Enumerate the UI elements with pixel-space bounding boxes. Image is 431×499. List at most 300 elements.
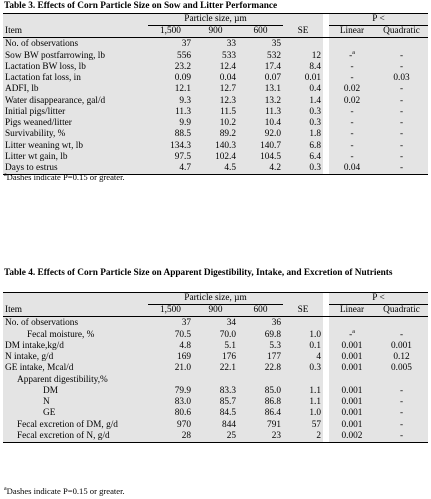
table3-quadratic-header: Quadratic — [375, 26, 428, 38]
cell-lin — [329, 107, 375, 118]
cell-value: GE — [43, 408, 56, 419]
cell-value: 0.001 — [341, 385, 363, 396]
table4-row — [3, 431, 428, 443]
table3-size-header: 1,500 — [148, 26, 193, 38]
cell-value: 532 — [267, 50, 281, 61]
cell-v2 — [193, 51, 238, 62]
table3-size-header: 600 — [238, 26, 283, 38]
cell-value: Survivability, % — [5, 129, 66, 140]
cell-value: - — [399, 419, 404, 430]
cell-v1 — [148, 397, 193, 408]
cell-se — [283, 330, 323, 341]
cell-value: 556 — [177, 50, 191, 61]
cell-lin — [329, 317, 375, 330]
cell-value: 4.8 — [179, 340, 191, 351]
cell-v1 — [148, 330, 193, 341]
cell-value: 84.5 — [219, 408, 236, 419]
row-label — [3, 431, 148, 443]
cell-quad — [375, 118, 428, 129]
cell-value: N — [43, 397, 50, 407]
cell-lin — [329, 84, 375, 95]
cell-value: 1.0 — [309, 329, 321, 340]
cell-lin — [329, 408, 375, 419]
cell-quad — [375, 341, 428, 352]
cell-value: - — [399, 397, 404, 407]
table3 — [3, 13, 428, 175]
table3-row — [3, 84, 428, 95]
cell-value: DM — [43, 385, 58, 396]
cell-value: 0.001 — [391, 340, 412, 351]
cell-value: 0.001 — [341, 340, 363, 351]
cell-value: 0.1 — [309, 340, 321, 351]
cell-quad — [375, 420, 428, 431]
cell-value: Litter weaning wt, lb — [5, 140, 83, 151]
cell-se — [283, 107, 323, 118]
cell-se — [283, 420, 323, 431]
cell-value: Fecal excretion of DM, g/d — [17, 419, 118, 430]
cell-value: GE intake, Mcal/d — [5, 363, 74, 374]
row-label — [3, 73, 148, 84]
cell-se — [283, 84, 323, 95]
cell-value: - — [350, 73, 354, 83]
cell-v3 — [238, 375, 283, 386]
row-label — [3, 397, 148, 408]
cell-v2 — [193, 363, 238, 374]
cell-value: 1.1 — [309, 397, 321, 407]
cell-se — [283, 129, 323, 140]
cell-se — [283, 141, 323, 152]
cell-value: 0.002 — [341, 430, 363, 441]
cell-value: 0.3 — [309, 363, 321, 374]
cell-v1 — [148, 152, 193, 163]
table3-body — [3, 38, 428, 175]
cell-v1 — [148, 96, 193, 107]
cell-value: 6.4 — [309, 151, 321, 162]
cell-quad — [375, 141, 428, 152]
table4-row — [3, 341, 428, 352]
row-label — [3, 141, 148, 152]
cell-quad — [375, 152, 428, 163]
cell-v1 — [148, 38, 193, 51]
row-label — [3, 118, 148, 129]
row-label — [3, 129, 148, 140]
cell-lin — [329, 51, 375, 62]
cell-lin — [329, 431, 375, 443]
cell-lin — [329, 73, 375, 84]
cell-quad — [375, 51, 428, 62]
cell-v3 — [238, 96, 283, 107]
cell-value: 0.04 — [343, 163, 361, 173]
row-label — [3, 341, 148, 352]
cell-value: 79.9 — [174, 385, 191, 396]
cell-se — [283, 386, 323, 397]
cell-value: 4.2 — [269, 163, 281, 173]
cell-value: 37 — [181, 39, 191, 50]
row-label — [3, 352, 148, 363]
cell-se — [283, 352, 323, 363]
cell-value: 6.8 — [309, 140, 321, 151]
cell-lin — [329, 96, 375, 107]
cell-value: - — [350, 140, 354, 151]
cell-value: 1.0 — [309, 408, 321, 419]
cell-value: 140.7 — [260, 140, 281, 151]
cell-value: - — [350, 129, 354, 140]
footnote-marker: a — [352, 50, 355, 56]
cell-lin — [329, 397, 375, 408]
row-label — [3, 408, 148, 419]
table4-body — [3, 317, 428, 443]
cell-value: 0.3 — [309, 118, 321, 128]
cell-quad — [375, 431, 428, 443]
table4-header-row — [3, 305, 428, 317]
table4-footnote: $^a$Dashes indicate P=0.15 or greater. — [4, 486, 125, 496]
cell-value: 11.5 — [220, 106, 236, 117]
cell-value: 0.04 — [219, 73, 236, 83]
cell-value: Water disappearance, gal/d — [5, 95, 106, 106]
cell-value: 83.0 — [174, 397, 191, 407]
cell-value: 5.3 — [269, 340, 281, 351]
cell-value: N intake, g/d — [5, 352, 54, 362]
cell-v3 — [238, 408, 283, 419]
cell-v3 — [238, 317, 283, 330]
cell-value: 10.2 — [219, 118, 236, 128]
cell-v2 — [193, 431, 238, 443]
cell-value: - — [399, 95, 404, 106]
cell-value: 22.8 — [264, 363, 281, 374]
table3-linear-header: Linear — [329, 26, 375, 38]
table3-se-header: SE — [283, 26, 323, 38]
cell-quad — [375, 397, 428, 408]
cell-v1 — [148, 375, 193, 386]
cell-lin — [329, 163, 375, 175]
table4-se-header: SE — [283, 305, 323, 317]
cell-value: - — [349, 329, 353, 340]
cell-value: 169 — [177, 352, 191, 362]
cell-v2 — [193, 141, 238, 152]
cell-value: - — [399, 151, 404, 162]
cell-v1 — [148, 107, 193, 118]
cell-value: - — [399, 430, 404, 441]
cell-lin — [329, 352, 375, 363]
cell-v2 — [193, 341, 238, 352]
cell-value: DM intake,kg/d — [5, 340, 64, 351]
cell-lin — [329, 330, 375, 341]
cell-quad — [375, 363, 428, 374]
cell-value: - — [399, 140, 404, 151]
table4-row — [3, 363, 428, 374]
cell-value: 13.1 — [264, 84, 281, 95]
row-label — [3, 317, 148, 330]
cell-value: 0.12 — [393, 352, 410, 362]
cell-value: - — [399, 329, 404, 340]
table4-quadratic-header: Quadratic — [375, 305, 428, 317]
cell-v2 — [193, 38, 238, 51]
cell-v3 — [238, 152, 283, 163]
table3-size-header: 900 — [193, 26, 238, 38]
cell-value: 10.4 — [264, 118, 281, 128]
table4-linear-header: Linear — [329, 305, 375, 317]
cell-v3 — [238, 84, 283, 95]
cell-quad — [375, 96, 428, 107]
cell-value: 89.2 — [219, 129, 236, 140]
cell-v2 — [193, 84, 238, 95]
table3-p-header: P < — [329, 14, 428, 26]
table3-item-header: Item — [3, 26, 148, 38]
cell-value: 13.2 — [264, 95, 281, 106]
cell-v1 — [148, 363, 193, 374]
cell-value: 970 — [177, 419, 191, 430]
cell-value: 17.4 — [264, 61, 281, 72]
cell-quad — [375, 73, 428, 84]
cell-value: Litter wt gain, lb — [5, 151, 68, 162]
cell-value: - — [399, 61, 404, 72]
table4-particle-size-header: Particle size, µm — [148, 293, 283, 305]
cell-value: 12.4 — [219, 61, 236, 72]
cell-value: - — [399, 106, 404, 117]
cell-value: Fecal excretion of N, g/d — [17, 430, 110, 441]
cell-value: 0.001 — [341, 352, 363, 362]
cell-v1 — [148, 352, 193, 363]
cell-v3 — [238, 420, 283, 431]
cell-value: Sow BW postfarrowing, lb — [5, 50, 106, 61]
table3-header-row — [3, 26, 428, 38]
table3-row — [3, 107, 428, 118]
cell-value: 80.6 — [174, 408, 191, 419]
table3-row — [3, 38, 428, 51]
cell-v2 — [193, 386, 238, 397]
cell-v1 — [148, 118, 193, 129]
cell-value: Lactation fat loss, in — [5, 73, 81, 83]
cell-v1 — [148, 431, 193, 443]
cell-v1 — [148, 341, 193, 352]
cell-value: 0.001 — [341, 419, 363, 430]
row-label — [3, 38, 148, 51]
table4-row — [3, 420, 428, 431]
cell-v2 — [193, 408, 238, 419]
cell-value: 0.001 — [341, 408, 363, 419]
cell-value: - — [350, 118, 354, 128]
table3-header-group-row — [3, 14, 428, 26]
cell-value: 8.4 — [309, 61, 321, 72]
cell-value: 23.2 — [174, 61, 191, 72]
row-label — [3, 51, 148, 62]
cell-value: - — [399, 129, 404, 140]
cell-value: 0.001 — [341, 397, 363, 407]
cell-value: - — [399, 408, 404, 419]
cell-value: 33 — [226, 39, 236, 50]
cell-value: 0.3 — [309, 106, 321, 117]
cell-value: 12.7 — [219, 84, 236, 95]
cell-value: 102.4 — [215, 151, 236, 162]
cell-value: Initial pigs/litter — [5, 106, 66, 117]
cell-v3 — [238, 363, 283, 374]
cell-value: - — [399, 385, 404, 396]
cell-v3 — [238, 118, 283, 129]
table4 — [3, 292, 428, 443]
cell-v2 — [193, 352, 238, 363]
cell-quad — [375, 163, 428, 175]
cell-se — [283, 96, 323, 107]
cell-se — [283, 375, 323, 386]
cell-v1 — [148, 408, 193, 419]
cell-value: Days to estrus — [5, 163, 58, 173]
cell-se — [283, 38, 323, 51]
cell-value: 36 — [271, 318, 281, 329]
cell-v1 — [148, 317, 193, 330]
row-label — [3, 363, 148, 374]
cell-value: 85.7 — [219, 397, 236, 407]
cell-value: 21.0 — [174, 363, 191, 374]
cell-value: 177 — [267, 352, 281, 362]
cell-quad — [375, 129, 428, 140]
cell-v3 — [238, 341, 283, 352]
row-label — [3, 107, 148, 118]
cell-v1 — [148, 420, 193, 431]
cell-v2 — [193, 96, 238, 107]
cell-quad — [375, 84, 428, 95]
cell-v1 — [148, 141, 193, 152]
cell-value: - — [350, 151, 354, 162]
table4-row — [3, 375, 428, 386]
table3-row — [3, 62, 428, 73]
cell-value: 5.1 — [224, 340, 236, 351]
cell-value: 92.0 — [264, 129, 281, 140]
cell-value: 22.1 — [219, 363, 236, 374]
cell-value: 134.3 — [170, 140, 191, 151]
cell-se — [283, 163, 323, 175]
cell-value: 70.0 — [219, 329, 236, 340]
cell-value: - — [399, 84, 404, 95]
cell-v2 — [193, 62, 238, 73]
cell-v1 — [148, 84, 193, 95]
table4-p-header: P < — [329, 293, 428, 305]
table3-row — [3, 118, 428, 129]
cell-v1 — [148, 163, 193, 175]
cell-se — [283, 408, 323, 419]
cell-lin — [329, 375, 375, 386]
table3-row — [3, 141, 428, 152]
cell-v3 — [238, 141, 283, 152]
cell-value: 70.5 — [174, 329, 191, 340]
table3-row — [3, 73, 428, 84]
cell-value: 83.3 — [219, 385, 236, 396]
cell-lin — [329, 118, 375, 129]
cell-se — [283, 73, 323, 84]
table4-size-header: 600 — [238, 305, 283, 317]
cell-value: 1.1 — [309, 385, 321, 396]
cell-v3 — [238, 107, 283, 118]
row-label — [3, 330, 148, 341]
cell-lin — [329, 152, 375, 163]
cell-v2 — [193, 420, 238, 431]
cell-value: 140.3 — [215, 140, 236, 151]
cell-value: 4.7 — [179, 163, 191, 173]
cell-se — [283, 431, 323, 443]
cell-v2 — [193, 152, 238, 163]
cell-value: 104.5 — [260, 151, 281, 162]
table4-row — [3, 397, 428, 408]
cell-v1 — [148, 386, 193, 397]
cell-value: 0.001 — [341, 363, 363, 374]
cell-quad — [375, 107, 428, 118]
cell-v3 — [238, 62, 283, 73]
table3-row — [3, 152, 428, 163]
cell-quad — [375, 38, 428, 51]
cell-se — [283, 363, 323, 374]
cell-value: 0.03 — [393, 73, 410, 83]
cell-v2 — [193, 73, 238, 84]
cell-lin — [329, 38, 375, 51]
cell-value: 0.02 — [343, 84, 361, 95]
table3-row — [3, 129, 428, 140]
cell-v1 — [148, 62, 193, 73]
table4-row — [3, 386, 428, 397]
table4-row — [3, 330, 428, 341]
cell-value: 4 — [316, 352, 321, 362]
cell-value: 12.1 — [174, 84, 191, 95]
cell-se — [283, 317, 323, 330]
cell-lin — [329, 62, 375, 73]
cell-v1 — [148, 73, 193, 84]
cell-lin — [329, 420, 375, 431]
cell-value: - — [399, 163, 404, 173]
cell-v2 — [193, 163, 238, 175]
cell-se — [283, 118, 323, 129]
cell-lin — [329, 129, 375, 140]
cell-v2 — [193, 317, 238, 330]
cell-v2 — [193, 375, 238, 386]
cell-value: 25 — [226, 430, 236, 441]
cell-quad — [375, 352, 428, 363]
cell-value: 0.4 — [309, 84, 321, 95]
cell-value: - — [349, 50, 353, 61]
cell-value: 12.3 — [219, 95, 236, 106]
cell-value: 1.4 — [309, 95, 321, 106]
cell-lin — [329, 386, 375, 397]
cell-v3 — [238, 73, 283, 84]
cell-value: 4.5 — [224, 163, 236, 173]
cell-value: 2 — [316, 430, 321, 441]
cell-value: Pigs weaned/litter — [5, 118, 72, 128]
cell-value: 533 — [222, 50, 236, 61]
cell-v3 — [238, 386, 283, 397]
cell-se — [283, 51, 323, 62]
cell-value: 34 — [226, 318, 236, 329]
cell-value: 88.5 — [174, 129, 191, 140]
table4-row — [3, 408, 428, 419]
cell-quad — [375, 408, 428, 419]
row-label — [3, 420, 148, 431]
cell-value: 37 — [181, 318, 191, 329]
cell-quad — [375, 330, 428, 341]
cell-value: No. of observations — [5, 318, 79, 329]
row-label — [3, 375, 148, 386]
cell-value: 791 — [267, 419, 281, 430]
row-label — [3, 62, 148, 73]
cell-value: 9.9 — [179, 118, 191, 128]
cell-value: 35 — [271, 39, 281, 50]
cell-value: 23 — [271, 430, 281, 441]
cell-value: Lactation BW loss, lb — [5, 61, 86, 72]
cell-value: 11.3 — [265, 106, 281, 117]
row-label — [3, 386, 148, 397]
cell-v3 — [238, 163, 283, 175]
table3-footnote: $^a$Dashes indicate P=0.15 or greater. — [4, 172, 125, 182]
cell-value: 0.3 — [309, 163, 321, 173]
cell-value: 0.07 — [264, 73, 281, 83]
cell-value: 9.3 — [179, 95, 191, 106]
cell-quad — [375, 317, 428, 330]
